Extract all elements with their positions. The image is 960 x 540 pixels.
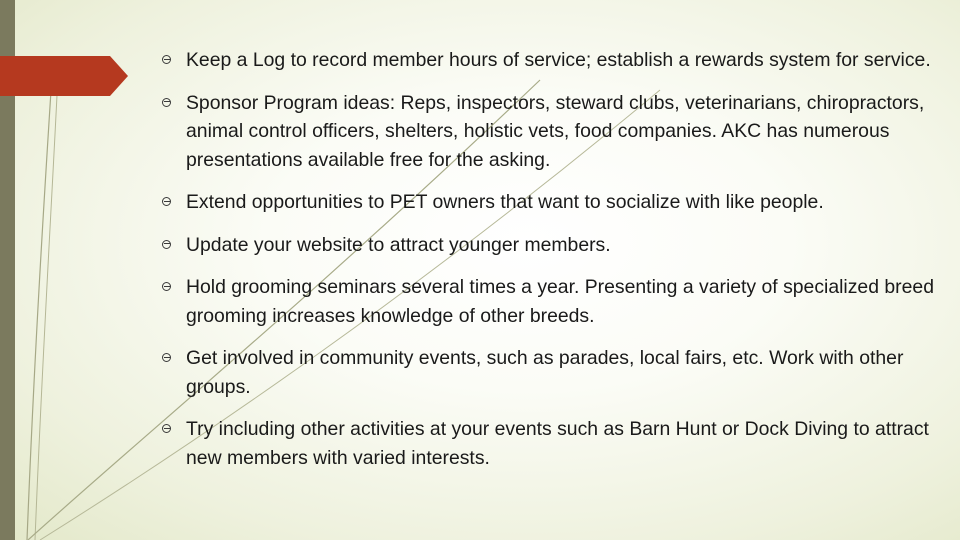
bullet-circle-icon xyxy=(162,55,171,64)
bullet-item-grooming-seminars xyxy=(160,273,940,330)
bullet-text: Hold grooming seminars several times a year. Presenting a variety of specialized breed grooming increases knowledge of other breeds. xyxy=(186,276,934,327)
bullet-item-website xyxy=(160,231,940,260)
bullet-circle-icon xyxy=(162,240,171,249)
bullet-circle-icon xyxy=(162,197,171,206)
bullet-circle-icon xyxy=(162,353,171,362)
bullet-item-sponsor-program xyxy=(160,89,940,175)
bullet-item-other-activities xyxy=(160,415,940,472)
bullet-circle-icon xyxy=(162,282,171,291)
bullet-circle-icon xyxy=(162,98,171,107)
bullet-item-pet-owners xyxy=(160,188,940,217)
bullet-circle-icon xyxy=(162,424,171,433)
accent-arrow-shape xyxy=(0,56,130,96)
bullet-text: Sponsor Program ideas: Reps, inspectors, steward clubs, veterinarians, chiropractors, animal control officers, shelters, holistic vets, food companies. AKC has numerous presentations available free for the asking. xyxy=(186,91,925,171)
bullet-text: Get involved in community events, such as parades, local fairs, etc. Work with other groups. xyxy=(186,347,904,398)
bullet-text: Try including other activities at your events such as Barn Hunt or Dock Diving to attract new members with varied interests. xyxy=(186,418,929,469)
bullet-list xyxy=(160,46,940,486)
bullet-text: Update your website to attract younger members. xyxy=(186,233,611,256)
bullet-text: Keep a Log to record member hours of service; establish a rewards system for service. xyxy=(186,49,931,71)
bullet-item-community-events xyxy=(160,344,940,401)
bullet-text: Extend opportunities to PET owners that want to socialize with like people. xyxy=(186,191,824,213)
bullet-item-log-hours xyxy=(160,46,940,75)
